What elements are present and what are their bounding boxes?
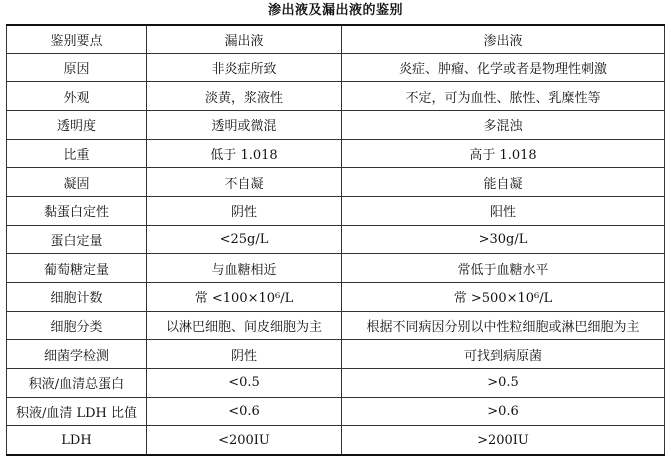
transudate-cell: <200IU <box>147 426 342 455</box>
comparison-table <box>6 24 665 456</box>
row-label-cell: 原因 <box>7 53 147 82</box>
transudate-cell: 不自凝 <box>147 168 342 197</box>
header-cell-criteria: 鉴别要点 <box>7 25 147 53</box>
table-row <box>7 53 665 82</box>
table-row <box>7 397 665 426</box>
table-row <box>7 369 665 398</box>
transudate-cell: 以淋巴细胞、间皮细胞为主 <box>147 311 342 340</box>
row-label-cell: 黏蛋白定性 <box>7 196 147 225</box>
exudate-cell: >200IU <box>342 426 665 455</box>
table-row <box>7 110 665 139</box>
header-cell-exudate: 渗出液 <box>342 25 665 53</box>
transudate-cell: 常 <100×10⁶/L <box>147 283 342 312</box>
table-row <box>7 225 665 254</box>
row-label-cell: 蛋白定量 <box>7 225 147 254</box>
row-label-cell: 积液/血清 LDH 比值 <box>7 397 147 426</box>
transudate-cell: 阴性 <box>147 196 342 225</box>
exudate-cell: 根据不同病因分别以中性粒细胞或淋巴细胞为主 <box>342 311 665 340</box>
table-row <box>7 426 665 455</box>
exudate-cell: 不定，可为血性、脓性、乳糜性等 <box>342 82 665 111</box>
exudate-cell: >0.6 <box>342 397 665 426</box>
table-row <box>7 168 665 197</box>
exudate-cell: 多混浊 <box>342 110 665 139</box>
transudate-cell: 透明或微混 <box>147 110 342 139</box>
table-row <box>7 311 665 340</box>
exudate-cell: >0.5 <box>342 369 665 398</box>
exudate-cell: 常 >500×10⁶/L <box>342 283 665 312</box>
transudate-cell: <25g/L <box>147 225 342 254</box>
table-row <box>7 254 665 283</box>
table-row <box>7 139 665 168</box>
row-label-cell: 细胞计数 <box>7 283 147 312</box>
row-label-cell: 外观 <box>7 82 147 111</box>
header-cell-transudate: 漏出液 <box>147 25 342 53</box>
transudate-cell: <0.6 <box>147 397 342 426</box>
table-row <box>7 82 665 111</box>
row-label-cell: 透明度 <box>7 110 147 139</box>
exudate-cell: 阳性 <box>342 196 665 225</box>
transudate-cell: 与血糖相近 <box>147 254 342 283</box>
row-label-cell: 积液/血清总蛋白 <box>7 369 147 398</box>
table-row <box>7 283 665 312</box>
table-title: 渗出液及漏出液的鉴别 <box>267 3 403 18</box>
transudate-cell: 非炎症所致 <box>147 53 342 82</box>
transudate-cell: 淡黄，浆液性 <box>147 82 342 111</box>
table-row <box>7 340 665 369</box>
transudate-cell: 低于 1.018 <box>147 139 342 168</box>
row-label-cell: 比重 <box>7 139 147 168</box>
exudate-cell: >30g/L <box>342 225 665 254</box>
transudate-cell: 阴性 <box>147 340 342 369</box>
exudate-cell: 能自凝 <box>342 168 665 197</box>
row-label-cell: LDH <box>7 426 147 455</box>
row-label-cell: 细菌学检测 <box>7 340 147 369</box>
exudate-cell: 常低于血糖水平 <box>342 254 665 283</box>
transudate-cell: <0.5 <box>147 369 342 398</box>
table-header-row <box>7 25 665 53</box>
row-label-cell: 葡萄糖定量 <box>7 254 147 283</box>
exudate-cell: 可找到病原菌 <box>342 340 665 369</box>
table-row <box>7 196 665 225</box>
exudate-cell: 炎症、肿瘤、化学或者是物理性刺激 <box>342 53 665 82</box>
row-label-cell: 细胞分类 <box>7 311 147 340</box>
exudate-cell: 高于 1.018 <box>342 139 665 168</box>
row-label-cell: 凝固 <box>7 168 147 197</box>
